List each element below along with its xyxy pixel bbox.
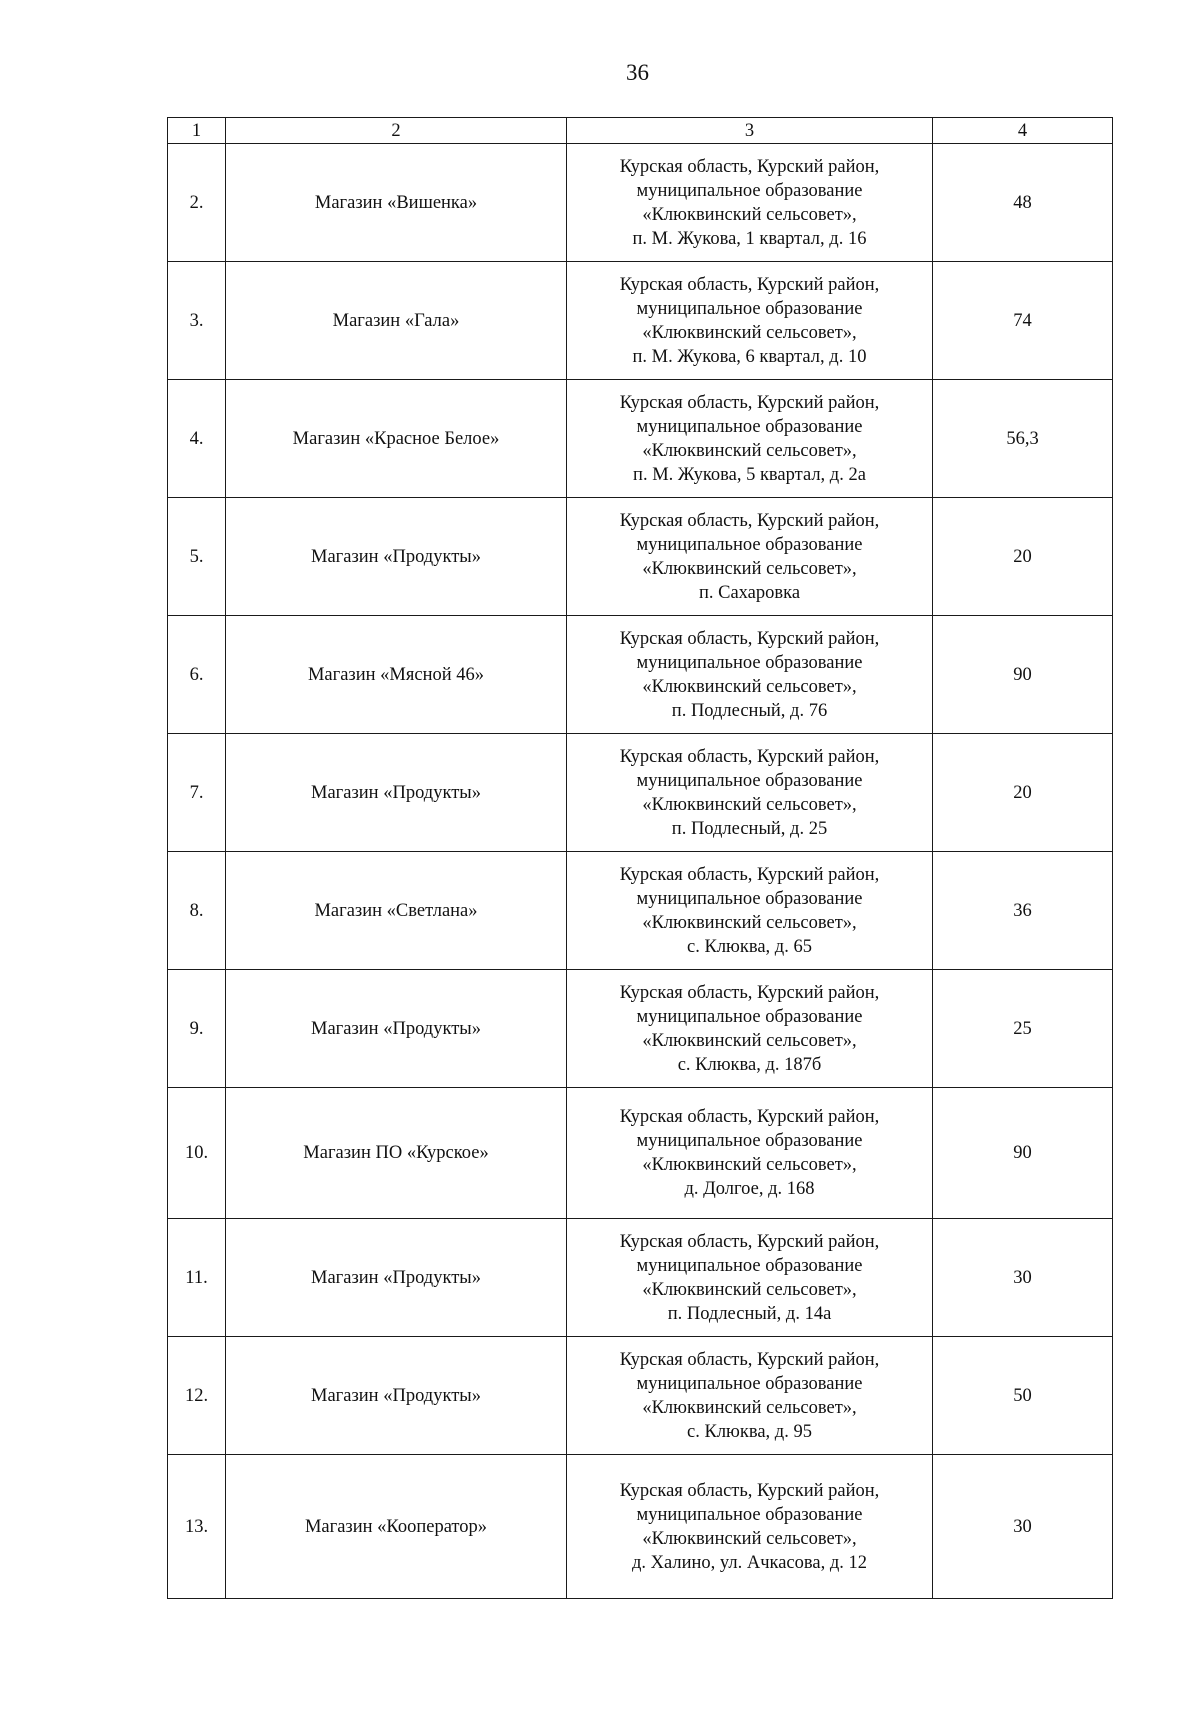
address-line: д. Долгое, д. 168 xyxy=(684,1179,815,1199)
address-line: д. Халино, ул. Ачкасова, д. 12 xyxy=(631,1552,867,1573)
address-line: «Клюквинский сельсовет», xyxy=(642,794,857,815)
shop-address xyxy=(567,380,933,498)
address-line: Курская область, Курский район, xyxy=(619,746,880,767)
address-line: Курская область, Курский район, xyxy=(619,1107,880,1127)
address-line: муниципальное образование xyxy=(636,1006,863,1027)
shop-name: Магазин «Светлана» xyxy=(226,852,567,970)
shop-name: Магазин «Красное Белое» xyxy=(226,380,567,498)
shop-name: Магазин «Гала» xyxy=(226,262,567,380)
address-line: п. М. Жукова, 5 квартал, д. 2а xyxy=(633,464,866,485)
row-number: 9. xyxy=(168,970,226,1088)
area-value: 25 xyxy=(933,970,1113,1088)
row-number: 4. xyxy=(168,380,226,498)
shop-address xyxy=(567,262,933,380)
address-line: «Клюквинский сельсовет», xyxy=(642,1279,857,1300)
address-line: Курская область, Курский район, xyxy=(619,156,880,177)
address-line: п. Сахаровка xyxy=(698,582,801,603)
address-line: «Клюквинский сельсовет», xyxy=(642,558,857,579)
table-row xyxy=(168,1219,1113,1337)
column-header-2: 2 xyxy=(226,118,567,144)
area-value: 30 xyxy=(933,1219,1113,1337)
area-value: 48 xyxy=(933,144,1113,262)
address-line: Курская область, Курский район, xyxy=(619,982,880,1003)
shops-table xyxy=(167,117,1113,1599)
address-line: муниципальное образование xyxy=(636,652,863,673)
row-number: 5. xyxy=(168,498,226,616)
area-value: 30 xyxy=(933,1455,1113,1599)
table-row xyxy=(168,1337,1113,1455)
row-number: 2. xyxy=(168,144,226,262)
table-row xyxy=(168,852,1113,970)
shop-name: Магазин «Мясной 46» xyxy=(226,616,567,734)
shop-name: Магазин «Продукты» xyxy=(226,970,567,1088)
row-number: 3. xyxy=(168,262,226,380)
shop-address xyxy=(567,1219,933,1337)
shop-address xyxy=(567,852,933,970)
address-line: «Клюквинский сельсовет», xyxy=(642,676,857,697)
address-line: муниципальное образование xyxy=(636,298,863,319)
row-number: 11. xyxy=(168,1219,226,1337)
shop-name: Магазин ПО «Курское» xyxy=(226,1088,567,1219)
address-line: муниципальное образование xyxy=(636,534,863,555)
table-row xyxy=(168,734,1113,852)
table-row xyxy=(168,970,1113,1088)
address-line: муниципальное образование xyxy=(636,1255,863,1276)
row-number: 10. xyxy=(168,1088,226,1219)
shop-address xyxy=(567,616,933,734)
address-line: «Клюквинский сельсовет», xyxy=(642,912,857,933)
address-line: Курская область, Курский район, xyxy=(619,274,880,295)
row-number: 13. xyxy=(168,1455,226,1599)
area-value: 74 xyxy=(933,262,1113,380)
address-line: п. Подлесный, д. 76 xyxy=(671,700,828,721)
area-value: 20 xyxy=(933,498,1113,616)
table-body xyxy=(168,144,1113,1599)
shop-name: Магазин «Продукты» xyxy=(226,498,567,616)
address-line: «Клюквинский сельсовет», xyxy=(642,1397,857,1418)
shop-address xyxy=(567,1455,933,1599)
area-value: 90 xyxy=(933,616,1113,734)
shop-address xyxy=(567,498,933,616)
shop-address xyxy=(567,734,933,852)
address-line: с. Клюква, д. 187б xyxy=(677,1054,822,1075)
address-line: с. Клюква, д. 95 xyxy=(687,1421,812,1442)
page-number: 36 xyxy=(626,60,649,85)
shop-address xyxy=(567,1337,933,1455)
address-line: муниципальное образование xyxy=(636,888,863,909)
table-header-row xyxy=(168,118,1113,144)
area-value: 90 xyxy=(933,1088,1113,1219)
address-line: муниципальное образование xyxy=(636,416,863,437)
address-line: «Клюквинский сельсовет», xyxy=(642,1030,857,1051)
row-number: 12. xyxy=(168,1337,226,1455)
table-row xyxy=(168,1455,1113,1599)
area-value: 20 xyxy=(933,734,1113,852)
address-line: «Клюквинский сельсовет», xyxy=(642,440,857,461)
table-row xyxy=(168,1088,1113,1219)
shop-name: Магазин «Вишенка» xyxy=(226,144,567,262)
table-row xyxy=(168,498,1113,616)
shop-address xyxy=(567,144,933,262)
address-line: Курская область, Курский район, xyxy=(619,1231,880,1252)
address-line: п. М. Жукова, 6 квартал, д. 10 xyxy=(632,346,867,367)
address-line: Курская область, Курский район, xyxy=(619,628,880,649)
address-line: «Клюквинский сельсовет», xyxy=(642,1155,857,1175)
column-header-3: 3 xyxy=(567,118,933,144)
address-line: муниципальное образование xyxy=(636,1131,863,1151)
address-line: «Клюквинский сельсовет», xyxy=(642,1528,857,1549)
shop-name: Магазин «Продукты» xyxy=(226,1337,567,1455)
table-row xyxy=(168,262,1113,380)
table-row xyxy=(168,144,1113,262)
address-line: Курская область, Курский район, xyxy=(619,1349,880,1370)
row-number: 6. xyxy=(168,616,226,734)
address-line: п. Подлесный, д. 25 xyxy=(671,818,828,839)
row-number: 8. xyxy=(168,852,226,970)
shop-name: Магазин «Продукты» xyxy=(226,1219,567,1337)
table-row xyxy=(168,616,1113,734)
address-line: с. Клюква, д. 65 xyxy=(687,936,812,957)
shop-address xyxy=(567,1088,933,1219)
shop-name: Магазин «Продукты» xyxy=(226,734,567,852)
area-value: 36 xyxy=(933,852,1113,970)
address-line: муниципальное образование xyxy=(636,770,863,791)
row-number: 7. xyxy=(168,734,226,852)
address-line: Курская область, Курский район, xyxy=(619,864,880,885)
address-line: муниципальное образование xyxy=(636,180,863,201)
address-line: Курская область, Курский район, xyxy=(619,510,880,531)
column-header-4: 4 xyxy=(933,118,1113,144)
address-line: муниципальное образование xyxy=(636,1373,863,1394)
address-line: Курская область, Курский район, xyxy=(619,392,880,413)
address-line: п. Подлесный, д. 14а xyxy=(667,1303,832,1324)
shop-address xyxy=(567,970,933,1088)
shop-name: Магазин «Кооператор» xyxy=(226,1455,567,1599)
address-line: «Клюквинский сельсовет», xyxy=(642,322,857,343)
area-value: 56,3 xyxy=(933,380,1113,498)
address-line: Курская область, Курский район, xyxy=(619,1480,880,1501)
table-row xyxy=(168,380,1113,498)
address-line: муниципальное образование xyxy=(636,1504,863,1525)
address-line: п. М. Жукова, 1 квартал, д. 16 xyxy=(632,228,867,249)
column-header-1: 1 xyxy=(168,118,226,144)
address-line: «Клюквинский сельсовет», xyxy=(642,204,857,225)
area-value: 50 xyxy=(933,1337,1113,1455)
